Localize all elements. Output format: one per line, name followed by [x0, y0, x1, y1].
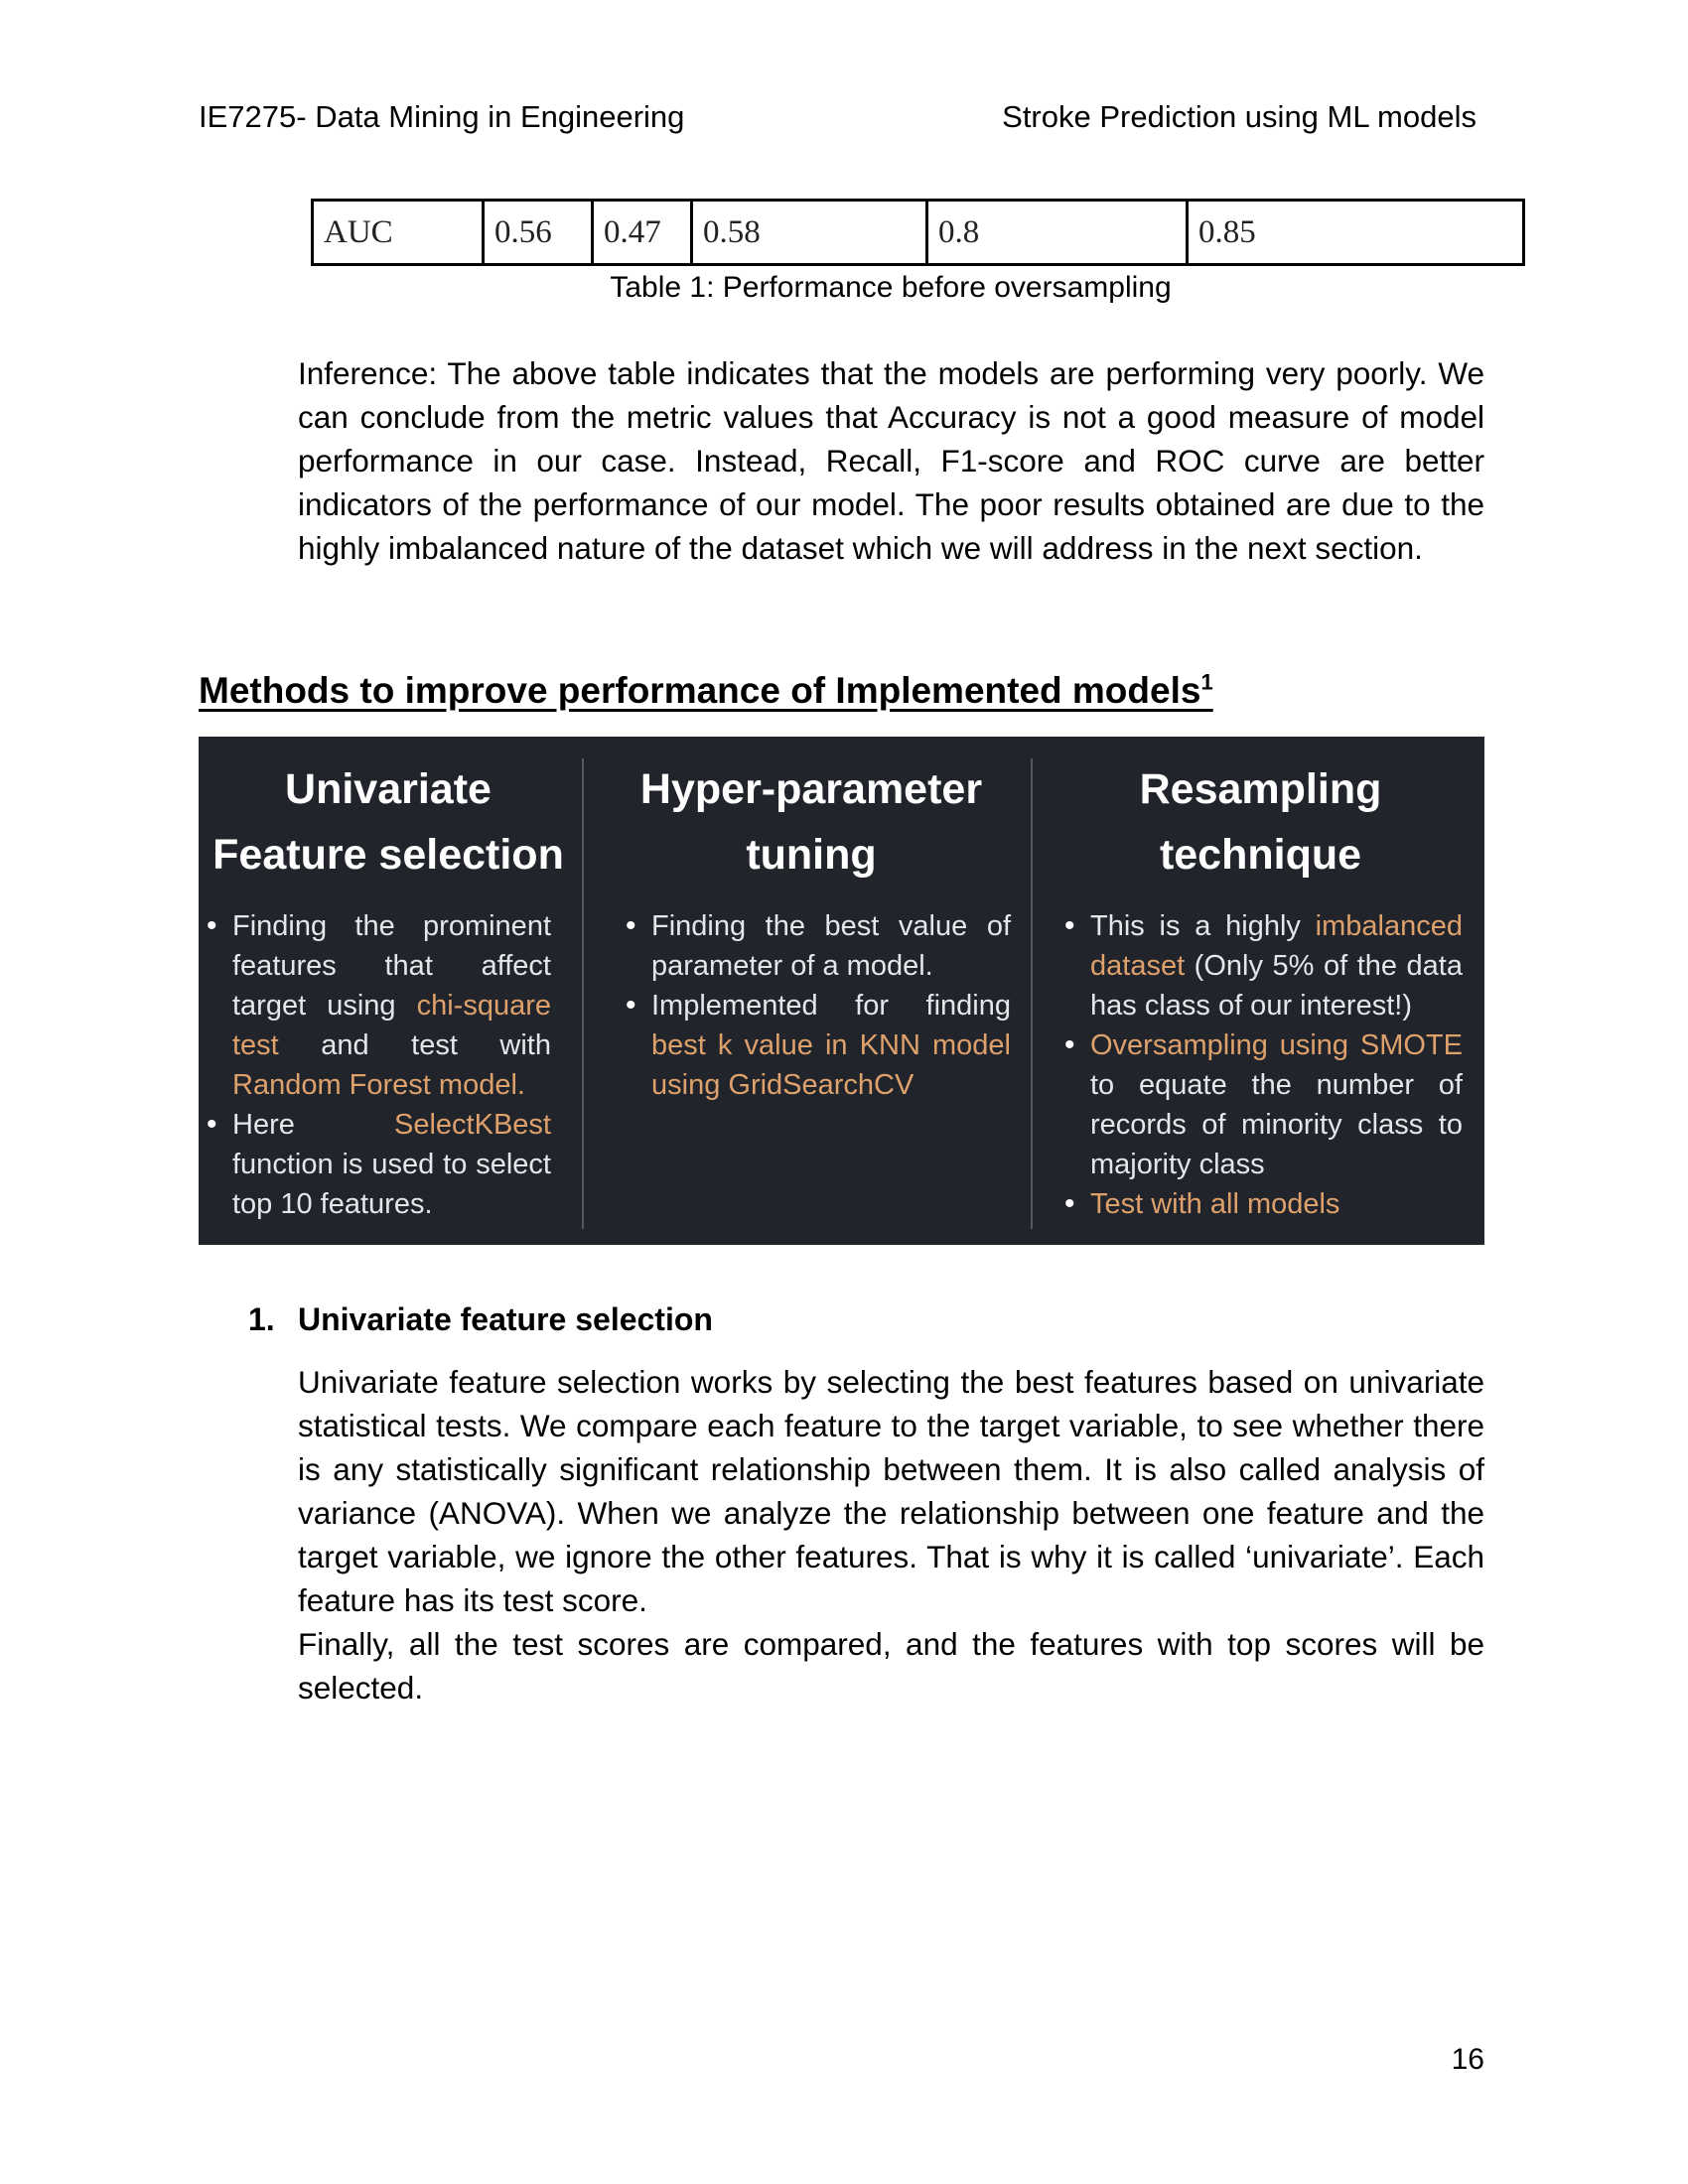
- table-row: [313, 201, 1524, 265]
- inference-paragraph: Inference: The above table indicates that the models are performing very poorly. We can conclude from the metric values that Accuracy is not a good measure of model performance in our case. Instead, Recall, F1-score and ROC curve are better indicators of the performance of our model. The poor results obtained are due to the highly imbalanced nature of the dataset which we will address in the next section.: [298, 355, 1484, 566]
- section-heading-text: Methods to improve performance of Implemented models: [199, 670, 1201, 711]
- column-title-line: Univariate: [285, 765, 492, 813]
- subsection-body: [298, 1360, 1484, 1709]
- bullet-item: [1064, 1025, 1463, 1184]
- table-cell: 0.85: [1188, 201, 1524, 265]
- table-cell-metric: AUC: [313, 201, 484, 265]
- bullet-item: [626, 986, 1011, 1105]
- running-header-course: IE7275- Data Mining in Engineering: [199, 99, 685, 134]
- bullet-list: [626, 906, 1011, 1105]
- table-cell: 0.58: [692, 201, 927, 265]
- page-number: 16: [1451, 2043, 1484, 2076]
- column-title: [1037, 756, 1484, 887]
- body-paragraph: Finally, all the test scores are compared, and the features with top scores will be selected.: [298, 1626, 1484, 1706]
- bullet-text: (Only 5% of the data has class of our interest!): [1090, 950, 1463, 1022]
- bullet-text: to equate the number of records of minority class to majority class: [1090, 1069, 1463, 1180]
- footnote-marker: 1: [1200, 669, 1213, 695]
- bullet-item: [1064, 906, 1463, 1025]
- column-title-line: Feature selection: [212, 831, 564, 879]
- column-hyperparameter: [586, 737, 1037, 1245]
- bullet-text: and test with: [278, 1029, 551, 1061]
- running-header-title: Stroke Prediction using ML models: [1002, 99, 1477, 134]
- column-title-line: technique: [1159, 831, 1362, 879]
- highlight-text: imbalanced dataset: [1090, 910, 1463, 982]
- bullet-list: [207, 906, 551, 1224]
- column-title: [191, 756, 586, 887]
- subsection-number: 1.: [248, 1301, 275, 1337]
- table-caption: Table 1: Performance before oversampling: [610, 271, 1172, 304]
- section-heading: [199, 667, 1213, 715]
- highlight-text: best k value in KNN model using GridSearchCV: [651, 1029, 1011, 1101]
- column-univariate: [199, 737, 586, 1245]
- highlight-text: SelectKBest: [394, 1109, 551, 1141]
- bullet-item: [207, 1105, 551, 1224]
- bullet-text: This is a highly: [1090, 910, 1316, 942]
- bullet-list: [1064, 906, 1463, 1224]
- highlight-text: Test with all models: [1090, 1188, 1340, 1220]
- bullet-text: Implemented for finding: [651, 990, 1011, 1022]
- column-title-line: Resampling: [1139, 765, 1382, 813]
- bullet-item: [626, 906, 1011, 986]
- column-resampling: [1037, 737, 1484, 1245]
- bullet-item: [1064, 1184, 1463, 1224]
- bullet-item: [207, 906, 551, 1105]
- subsection-heading: [248, 1299, 713, 1339]
- subsection-title: Univariate feature selection: [298, 1301, 713, 1337]
- column-title-line: tuning: [746, 831, 877, 879]
- methods-figure: [199, 737, 1484, 1245]
- highlight-text: Oversampling using SMOTE: [1090, 1029, 1463, 1061]
- table-cell: 0.56: [484, 201, 593, 265]
- body-paragraph: Univariate feature selection works by selecting the best features based on univariate statistical tests. We compare each feature to the target variable, to see whether there is any statistically significant relationship between them. It is also called analysis of variance (ANOVA). When we analyze the relationship between one feature and the target variable, we ignore the other features. That is why it is called ‘univariate’. Each feature has its test score.: [298, 1364, 1484, 1618]
- column-title-line: Hyper-parameter: [639, 765, 983, 813]
- column-title: [586, 756, 1037, 887]
- bullet-text: function is used to select top 10 features.: [232, 1149, 551, 1220]
- bullet-text: Finding the prominent features that affect target using: [232, 910, 551, 1022]
- highlight-text: chi-square test: [232, 990, 551, 1061]
- table-cell: 0.8: [927, 201, 1188, 265]
- highlight-text: Random Forest model.: [232, 1069, 525, 1101]
- bullet-text: Finding the best value of parameter of a model.: [651, 910, 1011, 982]
- bullet-text: Here: [232, 1109, 395, 1141]
- table-cell: 0.47: [593, 201, 692, 265]
- performance-table: [311, 199, 1525, 266]
